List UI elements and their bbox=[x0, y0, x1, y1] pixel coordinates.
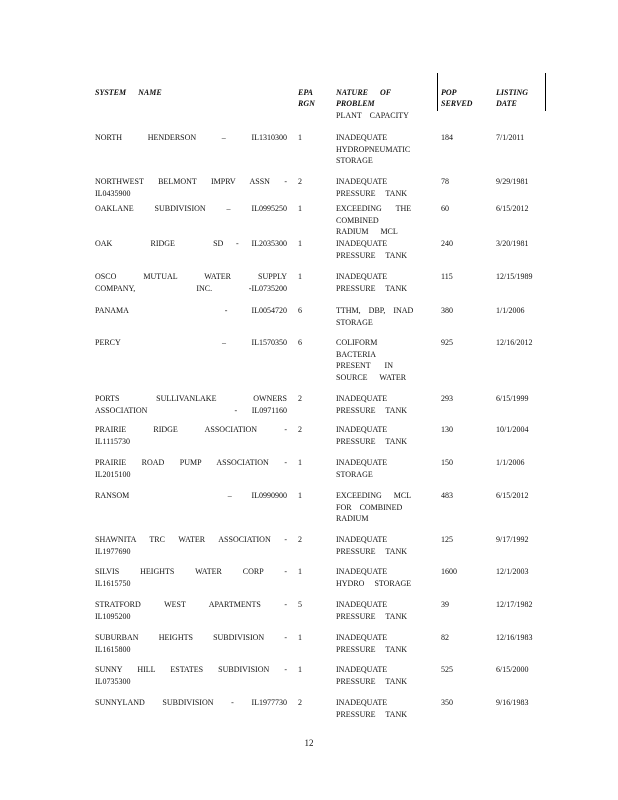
system-name bbox=[95, 337, 287, 349]
population-served: 525 bbox=[441, 665, 453, 674]
problem-description bbox=[336, 490, 410, 525]
listing-date: 6/15/2012 bbox=[496, 491, 529, 500]
problem-line: PRESSURE TANK bbox=[336, 644, 408, 654]
problem-line: PRESENT IN bbox=[336, 361, 393, 370]
epa-region: 1 bbox=[298, 133, 302, 142]
system-name bbox=[95, 424, 287, 447]
system-name-line: IL1095200 bbox=[95, 611, 131, 621]
problem-description bbox=[336, 534, 410, 557]
epa-region: 1 bbox=[298, 665, 302, 674]
epa-region: 1 bbox=[298, 239, 302, 248]
problem-line: PRESSURE TANK bbox=[336, 283, 408, 293]
population-served: 39 bbox=[441, 600, 449, 609]
problem-description bbox=[336, 664, 410, 687]
problem-line: SOURCE WATER bbox=[336, 372, 407, 382]
listing-date: 12/16/2012 bbox=[496, 338, 533, 347]
problem-line: PRESSURE TANK bbox=[336, 188, 408, 198]
population-served: 350 bbox=[441, 698, 453, 707]
problem-description bbox=[336, 271, 410, 294]
system-name bbox=[95, 566, 287, 589]
problem-line: PRESSURE TANK bbox=[336, 405, 408, 415]
population-served: 240 bbox=[441, 239, 453, 248]
problem-description bbox=[336, 599, 410, 622]
problem-line: INADEQUATE bbox=[336, 133, 388, 142]
system-name bbox=[95, 697, 287, 709]
problem-line: EXCEEDING THE bbox=[336, 204, 412, 213]
listing-date: 9/17/1992 bbox=[496, 535, 529, 544]
problem-line: PRESSURE TANK bbox=[336, 709, 408, 719]
system-name-line: IL1615750 bbox=[95, 578, 131, 588]
listing-date: 12/1/2003 bbox=[496, 567, 529, 576]
problem-description bbox=[336, 424, 410, 447]
system-name-line: PERCY – IL1570350 bbox=[95, 338, 287, 347]
system-name-line: COMPANY, INC. -IL0735200 bbox=[95, 283, 287, 293]
problem-line: STORAGE bbox=[336, 469, 373, 479]
problem-description bbox=[336, 305, 414, 328]
system-name-line: PRAIRIE ROAD PUMP ASSOCIATION - bbox=[95, 458, 287, 467]
population-served: 125 bbox=[441, 535, 453, 544]
listing-date: 6/15/2012 bbox=[496, 204, 529, 213]
header-epa-rgn: EPA RGN bbox=[298, 88, 315, 108]
page-number: 12 bbox=[304, 738, 314, 748]
problem-description bbox=[336, 457, 410, 480]
population-served: 60 bbox=[441, 204, 449, 213]
problem-description bbox=[336, 566, 410, 589]
header-listing-date: LISTING DATE bbox=[496, 88, 529, 108]
system-name bbox=[95, 393, 287, 416]
population-served: 184 bbox=[441, 133, 453, 142]
problem-line: STORAGE bbox=[336, 156, 373, 165]
epa-region: 5 bbox=[298, 600, 302, 609]
system-name-line: OSCO MUTUAL WATER SUPPLY bbox=[95, 272, 287, 281]
listing-date: 6/15/2000 bbox=[496, 665, 529, 674]
epa-region: 1 bbox=[298, 204, 302, 213]
header-right-rule bbox=[545, 73, 546, 111]
problem-line: INADEQUATE bbox=[336, 665, 388, 674]
problem-line: HYDRO STORAGE bbox=[336, 578, 412, 588]
problem-line: PRESSURE TANK bbox=[336, 436, 408, 446]
population-served: 925 bbox=[441, 338, 453, 347]
population-served: 150 bbox=[441, 458, 453, 467]
listing-date: 7/1/2011 bbox=[496, 133, 525, 142]
system-name-line: SUBURBAN HEIGHTS SUBDIVISION - bbox=[95, 633, 287, 642]
problem-line: COLIFORM bbox=[336, 338, 378, 347]
epa-region: 1 bbox=[298, 272, 302, 281]
epa-region: 2 bbox=[298, 177, 302, 186]
problem-description bbox=[336, 697, 410, 720]
system-name-line: ASSOCIATION - IL0971160 bbox=[95, 405, 287, 415]
problem-line: BACTERIA bbox=[336, 349, 376, 359]
epa-region: 1 bbox=[298, 567, 302, 576]
problem-description bbox=[336, 393, 410, 416]
system-name-line: SILVIS HEIGHTS WATER CORP - bbox=[95, 567, 287, 576]
problem-line: INADEQUATE bbox=[336, 535, 388, 544]
system-name-line: PORTS SULLIVANLAKE OWNERS bbox=[95, 394, 287, 403]
problem-description bbox=[336, 176, 410, 199]
epa-region: 2 bbox=[298, 425, 302, 434]
system-name-line: PANAMA - IL0054720 bbox=[95, 306, 287, 315]
system-name-line: PRAIRIE RIDGE ASSOCIATION - bbox=[95, 425, 287, 434]
listing-date: 12/15/1989 bbox=[496, 272, 533, 281]
problem-line: EXCEEDING MCL bbox=[336, 491, 412, 500]
problem-line: INADEQUATE bbox=[336, 567, 388, 576]
system-name bbox=[95, 599, 287, 622]
system-name bbox=[95, 132, 287, 144]
listing-date: 10/1/2004 bbox=[496, 425, 529, 434]
epa-region: 6 bbox=[298, 306, 302, 315]
listing-date: 1/1/2006 bbox=[496, 458, 525, 467]
population-served: 130 bbox=[441, 425, 453, 434]
system-name-line: NORTHWEST BELMONT IMPRV ASSN - bbox=[95, 177, 287, 186]
listing-date: 9/16/1983 bbox=[496, 698, 529, 707]
population-served: 115 bbox=[441, 272, 453, 281]
population-served: 82 bbox=[441, 633, 449, 642]
problem-line: INADEQUATE bbox=[336, 177, 388, 186]
problem-line: INADEQUATE bbox=[336, 600, 388, 609]
problem-line: RADIUM bbox=[336, 514, 369, 523]
problem-line: INADEQUATE bbox=[336, 272, 388, 281]
system-name-line: STRATFORD WEST APARTMENTS - bbox=[95, 600, 287, 609]
system-name-line: OAK RIDGE SD - IL2035300 bbox=[95, 239, 287, 248]
system-name bbox=[95, 632, 287, 655]
listing-date: 12/16/1983 bbox=[496, 633, 533, 642]
system-name-line: IL1615800 bbox=[95, 644, 131, 654]
system-name bbox=[95, 203, 287, 215]
problem-line: STORAGE bbox=[336, 317, 373, 327]
system-name-line: OAKLANE SUBDIVISION – IL0995250 bbox=[95, 204, 287, 213]
system-name bbox=[95, 457, 287, 480]
header-nature-of-problem: NATURE OF PROBLEM bbox=[336, 88, 392, 108]
problem-line: TTHM, DBP, INAD bbox=[336, 306, 414, 315]
population-served: 380 bbox=[441, 306, 453, 315]
system-name-line: RANSOM – IL0990900 bbox=[95, 491, 287, 500]
epa-region: 6 bbox=[298, 338, 302, 347]
system-name-line: IL0735300 bbox=[95, 676, 131, 686]
system-name bbox=[95, 271, 287, 294]
epa-region: 1 bbox=[298, 458, 302, 467]
header-plant-capacity: PLANT CAPACITY bbox=[336, 111, 409, 120]
problem-line: INADEQUATE bbox=[336, 458, 388, 467]
system-name-line: IL2015100 bbox=[95, 469, 131, 479]
listing-date: 12/17/1982 bbox=[496, 600, 533, 609]
listing-date: 3/20/1981 bbox=[496, 239, 529, 248]
header-pop-served: POP SERVED bbox=[441, 88, 473, 108]
population-served: 1600 bbox=[441, 567, 457, 576]
problem-line: INADEQUATE bbox=[336, 698, 388, 707]
system-name bbox=[95, 664, 287, 687]
problem-line: RADIUM MCL bbox=[336, 227, 398, 236]
header-left-rule bbox=[437, 73, 438, 111]
problem-line: PRESSURE TANK bbox=[336, 546, 408, 556]
system-name-line: SUNNY HILL ESTATES SUBDIVISION - bbox=[95, 665, 287, 674]
system-name bbox=[95, 534, 287, 557]
population-served: 483 bbox=[441, 491, 453, 500]
system-name-line: IL1115730 bbox=[95, 436, 130, 446]
problem-line: PRESSURE TANK bbox=[336, 250, 408, 260]
system-name bbox=[95, 490, 287, 502]
epa-region: 1 bbox=[298, 491, 302, 500]
system-name bbox=[95, 176, 287, 199]
problem-line: PRESSURE TANK bbox=[336, 611, 408, 621]
listing-date: 6/15/1999 bbox=[496, 394, 529, 403]
problem-line: INADEQUATE bbox=[336, 633, 388, 642]
problem-line: INADEQUATE bbox=[336, 425, 388, 434]
epa-region: 1 bbox=[298, 633, 302, 642]
listing-date: 1/1/2006 bbox=[496, 306, 525, 315]
problem-description bbox=[336, 203, 410, 238]
population-served: 78 bbox=[441, 177, 449, 186]
problem-description bbox=[336, 632, 410, 655]
problem-line: INADEQUATE bbox=[336, 394, 388, 403]
epa-region: 2 bbox=[298, 535, 302, 544]
problem-line: HYDROPNEUMATIC bbox=[336, 144, 411, 154]
problem-line: INADEQUATE bbox=[336, 239, 388, 248]
problem-line: FOR COMBINED bbox=[336, 502, 403, 512]
listing-date: 9/29/1981 bbox=[496, 177, 529, 186]
system-name-line: SHAWNITA TRC WATER ASSOCIATION - bbox=[95, 535, 287, 544]
system-name-line: SUNNYLAND SUBDIVISION - IL1977730 bbox=[95, 698, 287, 707]
problem-description bbox=[336, 337, 410, 383]
population-served: 293 bbox=[441, 394, 453, 403]
system-name bbox=[95, 305, 287, 317]
system-name-line: NORTH HENDERSON – IL1310300 bbox=[95, 133, 287, 142]
system-name-line: IL1977690 bbox=[95, 546, 131, 556]
epa-region: 2 bbox=[298, 698, 302, 707]
problem-line: PRESSURE TANK bbox=[336, 676, 408, 686]
problem-line: COMBINED bbox=[336, 215, 379, 225]
system-name-line: IL0435900 bbox=[95, 188, 131, 198]
epa-region: 2 bbox=[298, 394, 302, 403]
system-name bbox=[95, 238, 287, 250]
problem-description bbox=[336, 238, 410, 261]
problem-description bbox=[336, 132, 410, 167]
header-system-name: SYSTEM NAME bbox=[95, 88, 162, 97]
